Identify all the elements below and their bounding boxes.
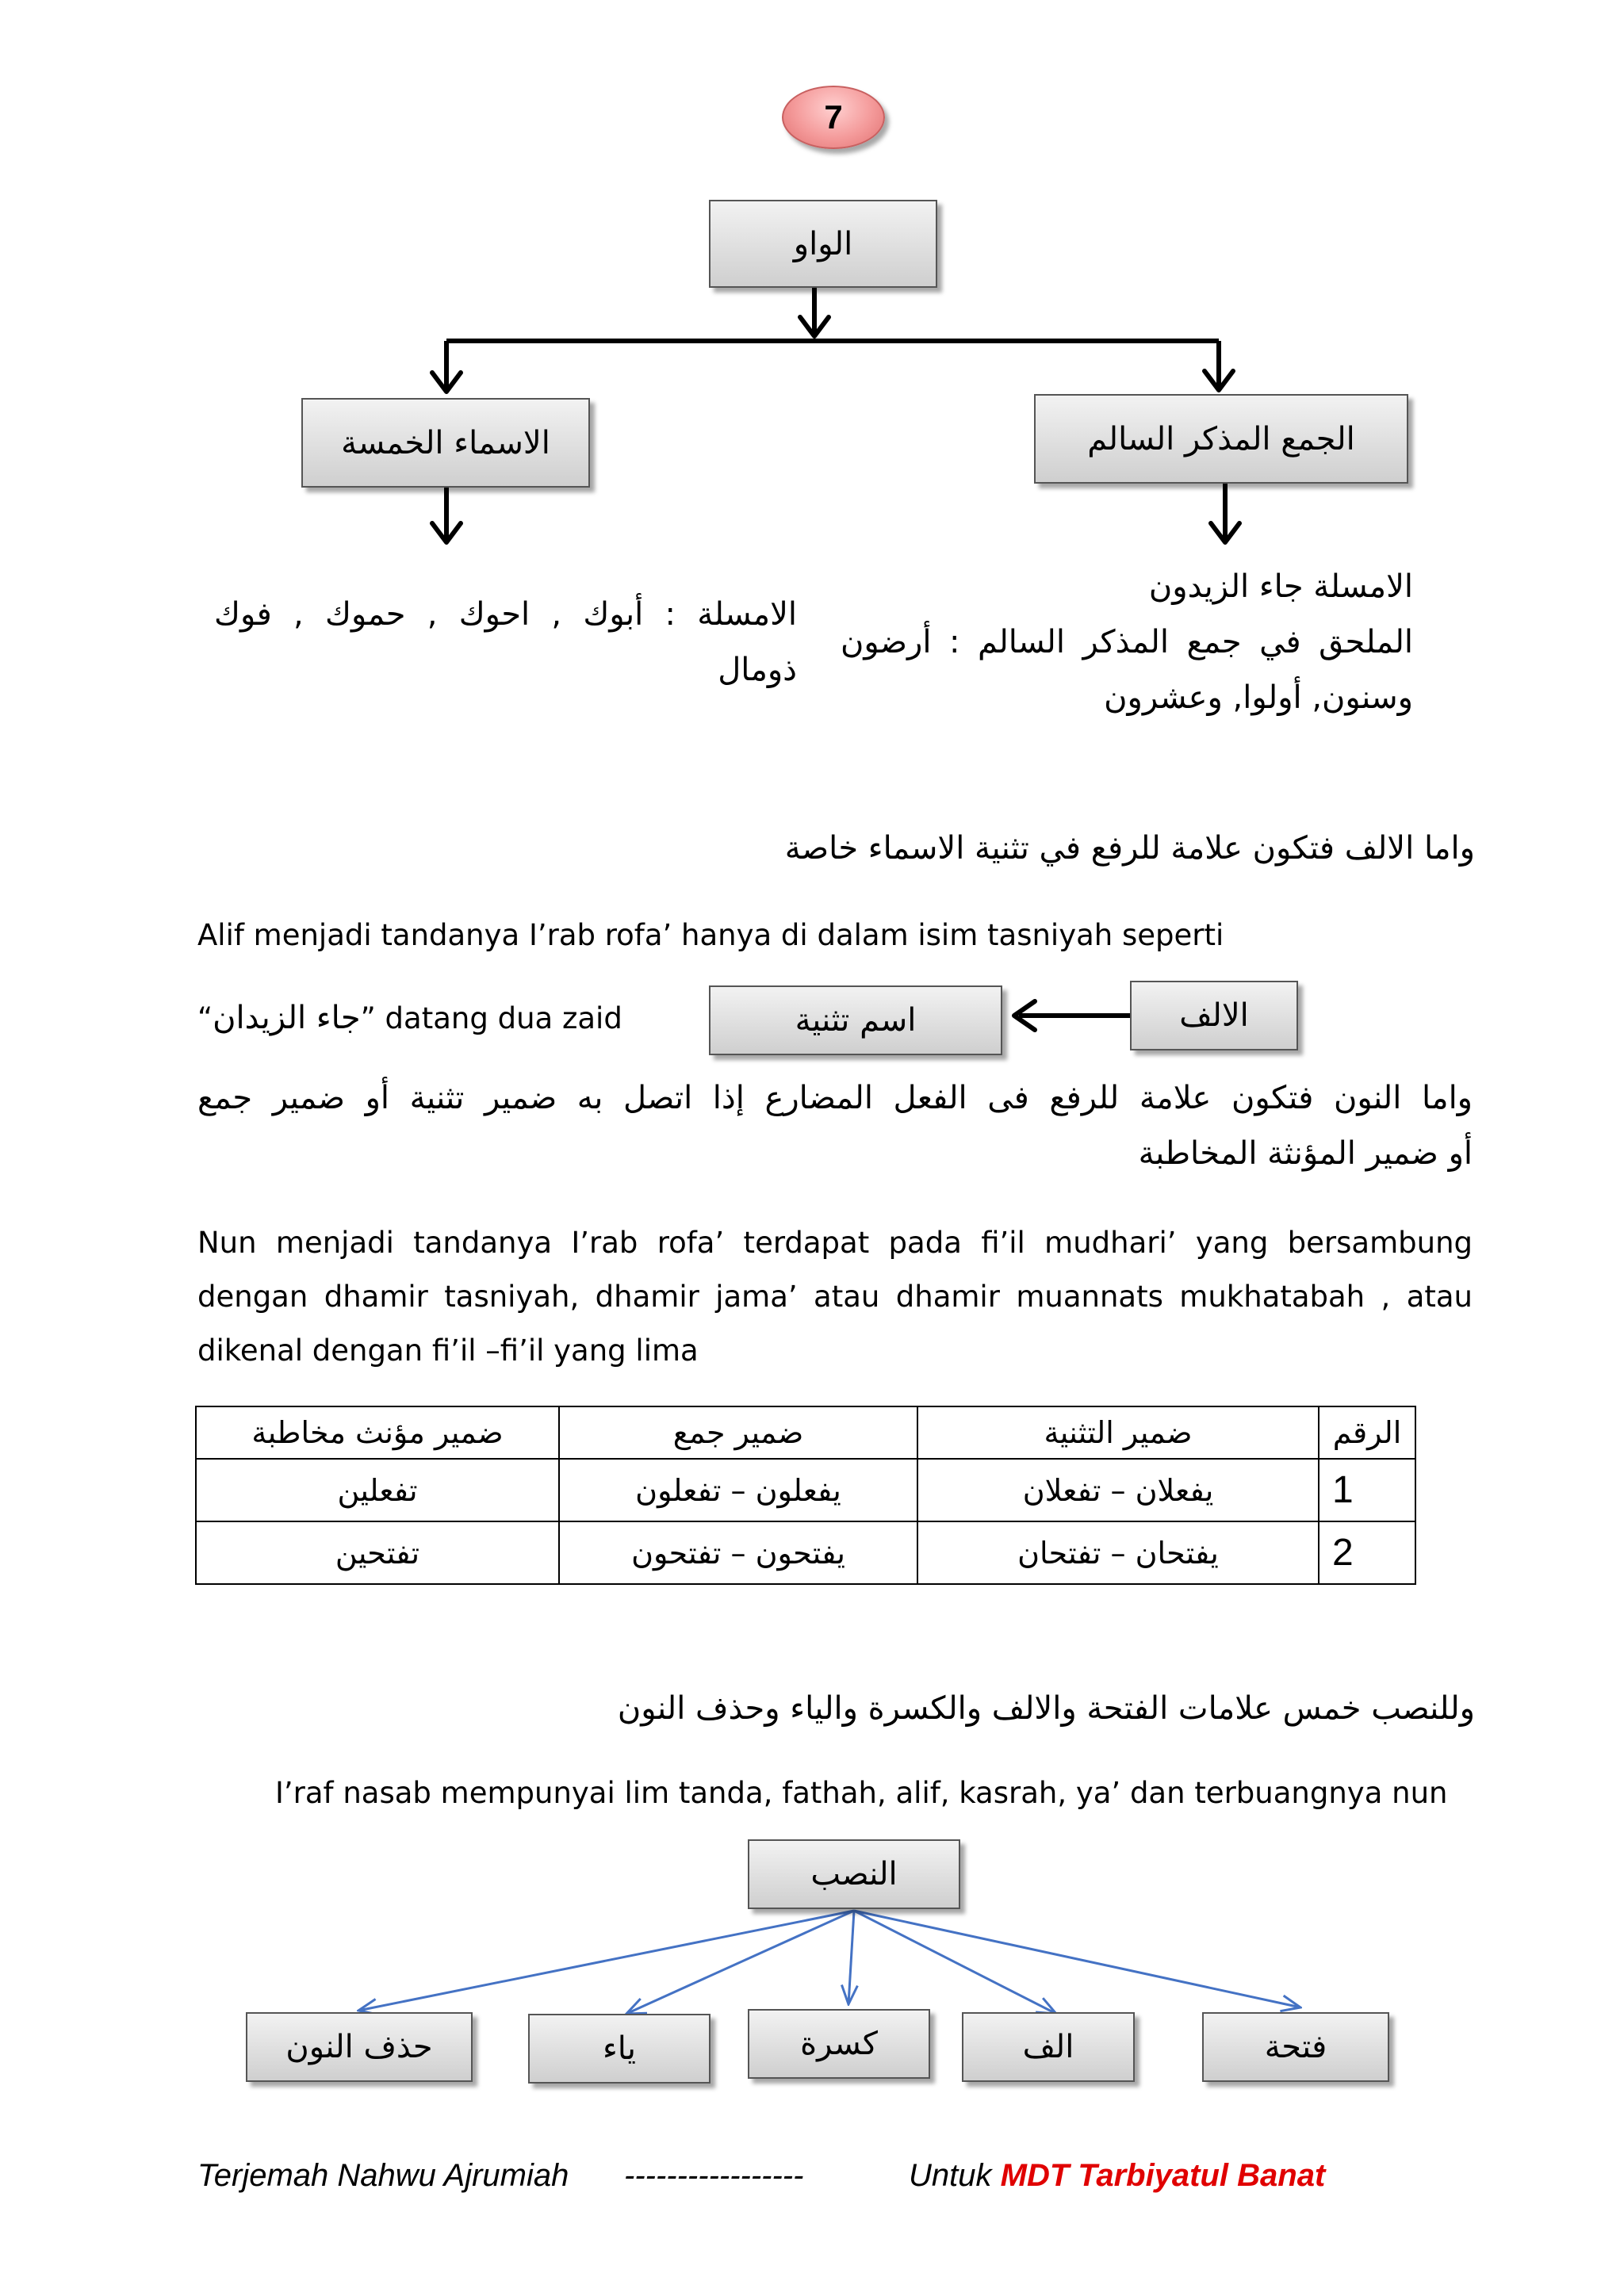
- nasab-child-label: كسرة: [800, 2026, 878, 2062]
- table-header-cell: الرقم: [1319, 1406, 1415, 1459]
- nasab-child-ya-box: [528, 2014, 710, 2084]
- footer-highlight: MDT Tarbiyatul Banat: [1000, 2158, 1326, 2193]
- footer-untuk: Untuk: [909, 2158, 992, 2193]
- nun-arabic-text: [197, 1070, 1473, 1181]
- nun-latin-line1: Nun menjadi tandanya I’rab rofa’ terdapat pada fi’il mudhari’ yang bersambung: [197, 1226, 1473, 1260]
- asma-khamsa-examples: [214, 587, 797, 698]
- nasab-arabic-text: وللنصب خمس علامات الفتحة والالف والكسرة والياء وحذف النون: [617, 1690, 1475, 1727]
- table-header-cell: ضمير جمع: [559, 1406, 917, 1459]
- nasab-latin-text: I’raf nasab mempunyai lim tanda, fathah, alif, kasrah, ya’ dan terbuangnya nun: [275, 1776, 1448, 1810]
- table-row: [196, 1521, 1415, 1584]
- isim-tasniyah-box: [709, 985, 1002, 1055]
- alif-box: [1130, 981, 1298, 1050]
- table-cell-number: 2: [1319, 1521, 1415, 1584]
- nasab-child-fathah-box: [1202, 2012, 1389, 2082]
- asma-khamsa-examples-line2: ذومال: [718, 652, 797, 688]
- waw-root-box: [709, 200, 937, 288]
- alif-example-arabic: جاء الزيدان: [213, 1000, 361, 1036]
- jama-mudzakkar-examples-line2: الملحق في جمع المذكر السالم : أرضون: [841, 624, 1413, 660]
- table-cell: تفتحين: [196, 1521, 559, 1584]
- table-header-cell: ضمير التثنية: [917, 1406, 1319, 1459]
- footer-dashes: -----------------: [624, 2158, 804, 2193]
- af-al-khamsa-table: [195, 1406, 1416, 1585]
- alif-example-latin: ” datang dua zaid: [360, 1001, 622, 1035]
- nun-latin-line2: dengan dhamir tasniyah, dhamir jama’ atau dhamir muannats mukhatabah , atau: [197, 1280, 1473, 1314]
- asma-khamsa-box: [301, 398, 590, 488]
- table-cell-number: 1: [1319, 1459, 1415, 1521]
- jama-mudzakkar-examples-line1: الامسلة جاء الزيدون: [1148, 568, 1413, 605]
- nasab-child-label: حذف النون: [285, 2029, 433, 2065]
- jama-mudzakkar-label: الجمع المذكر السالم: [1087, 420, 1355, 457]
- table-cell: يفتحون – تفتحون: [559, 1521, 917, 1584]
- table-cell: يفعلون – تفعلون: [559, 1459, 917, 1521]
- jama-mudzakkar-examples-line3: وسنون, أولوا, وعشرون: [1104, 679, 1413, 716]
- nasab-child-kasrah-box: [748, 2009, 930, 2079]
- nun-arabic-line2: أو ضمير المؤنثة المخاطبة: [1138, 1135, 1473, 1172]
- nasab-child-alif-box: [962, 2012, 1135, 2082]
- jama-mudzakkar-box: [1034, 394, 1408, 484]
- nasab-root-label: النصب: [810, 1856, 898, 1892]
- table-header-row: [196, 1406, 1415, 1459]
- alif-example-quote: “: [197, 1001, 213, 1035]
- table-row: [196, 1459, 1415, 1521]
- nun-latin-text: [197, 1216, 1473, 1378]
- nasab-child-label: فتحة: [1264, 2029, 1327, 2065]
- footer-title: Terjemah Nahwu Ajrumiah: [197, 2158, 569, 2193]
- nun-arabic-line1: واما النون فتكون علامة للرفع فى الفعل المضارع إذا اتصل به ضمير تثنية أو ضمير جمع: [197, 1080, 1473, 1116]
- alif-example-line: [197, 991, 689, 1046]
- footer-credit: [909, 2158, 1325, 2194]
- alif-latin-text: Alif menjadi tandanya I’rab rofa’ hanya di dalam isim tasniyah seperti: [197, 918, 1224, 952]
- table-cell: تفعلين: [196, 1459, 559, 1521]
- table-cell: يفتحان – تفتحان: [917, 1521, 1319, 1584]
- asma-khamsa-label: الاسماء الخمسة: [341, 424, 550, 461]
- nun-latin-line3: dikenal dengan fi’il –fi’il yang lima: [197, 1334, 699, 1368]
- nasab-root-box: [748, 1839, 960, 1909]
- waw-root-label: الواو: [793, 225, 853, 262]
- table-cell: يفعلان – تفعلان: [917, 1459, 1319, 1521]
- jama-mudzakkar-examples: [841, 559, 1413, 725]
- asma-khamsa-examples-line1: الامسلة : أبوك , احوك , حموك , فوك: [214, 596, 797, 633]
- nasab-child-hadhf-nun-box: [246, 2012, 473, 2082]
- nasab-child-label: ياء: [602, 2030, 637, 2067]
- isim-tasniyah-label: اسم تثنية: [795, 1002, 917, 1039]
- alif-box-label: الالف: [1179, 997, 1249, 1034]
- nasab-child-label: الف: [1022, 2029, 1074, 2065]
- alif-arabic-text: واما الالف فتكون علامة للرفع في تثنية الاسماء خاصة: [784, 830, 1475, 867]
- page-number: 7: [824, 98, 843, 136]
- table-header-cell: ضمير مؤنث مخاطبة: [196, 1406, 559, 1459]
